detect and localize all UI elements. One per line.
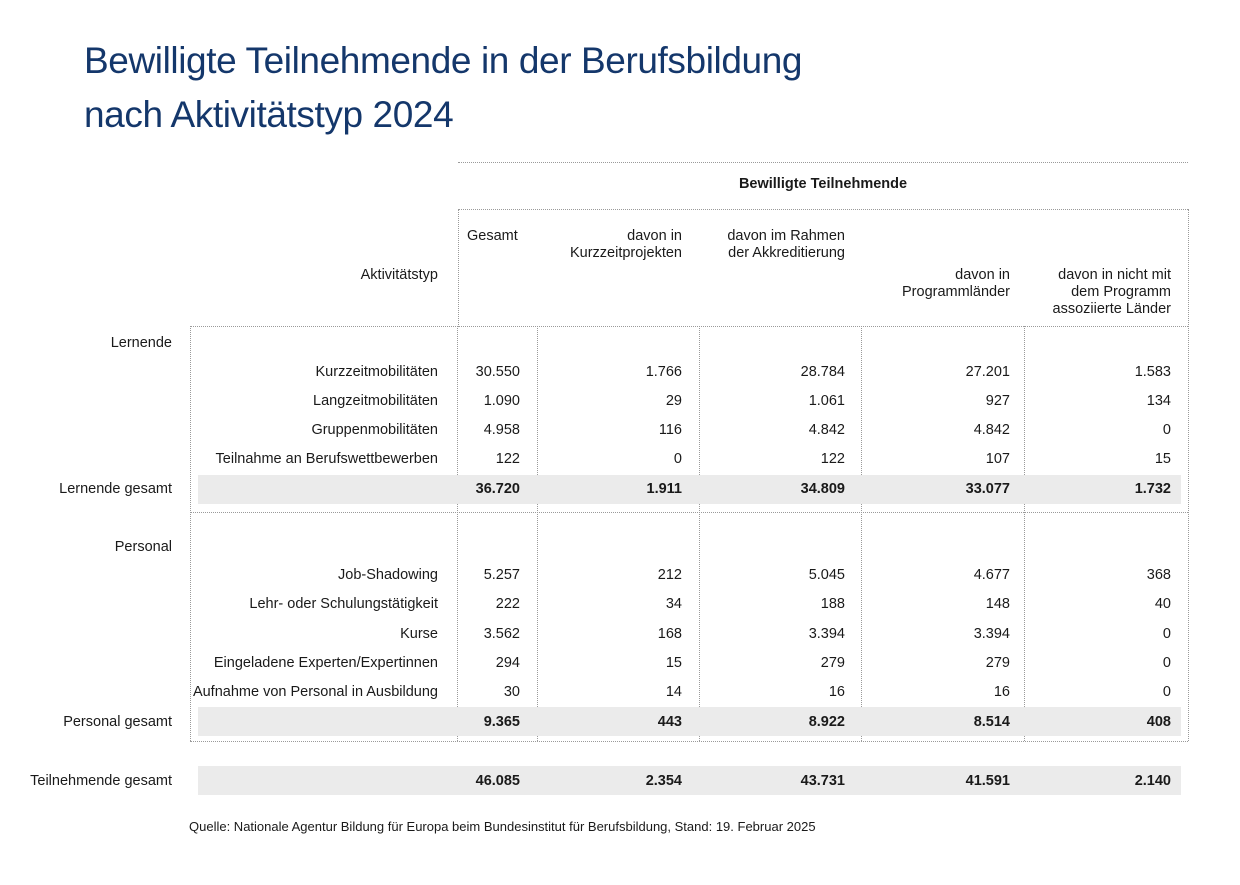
row-label: Lehr- oder Schulungstätigkeit (249, 596, 438, 612)
section-lernende-top-rule (190, 326, 1188, 327)
cell-kurzzeit: 0 (673, 451, 682, 467)
row-label: Teilnehmende gesamt (30, 773, 172, 789)
col-header-gesamt: Gesamt (467, 228, 518, 244)
cell-kurzzeit: 2.354 (645, 773, 682, 789)
cell-nicht-assoziiert: 134 (1146, 393, 1171, 409)
col-header-programmlaender: davon in Programmländer (902, 267, 1010, 300)
cell-akkreditierung: 16 (828, 684, 845, 700)
cell-programmlaender: 148 (985, 596, 1010, 612)
cell-gesamt: 3.562 (483, 626, 520, 642)
section-right-rule (1188, 326, 1189, 741)
cell-gesamt: 4.958 (483, 422, 520, 438)
cell-kurzzeit: 116 (658, 422, 682, 438)
row-label: Teilnahme an Berufswettbewerben (215, 451, 438, 467)
cell-programmlaender: 4.842 (973, 422, 1010, 438)
cell-nicht-assoziiert: 1.583 (1134, 364, 1171, 380)
cell-kurzzeit: 168 (657, 626, 682, 642)
row-label: Aufnahme von Personal in Ausbildung (192, 684, 438, 700)
cell-akkreditierung: 5.045 (808, 567, 845, 583)
row-label: Gruppenmobilitäten (311, 422, 438, 438)
row-label: Kurzzeitmobilitäten (315, 364, 438, 380)
cell-akkreditierung: 8.922 (808, 714, 845, 730)
cell-gesamt: 30 (503, 684, 520, 700)
cell-akkreditierung: 1.061 (808, 393, 845, 409)
cell-programmlaender: 16 (993, 684, 1010, 700)
cell-akkreditierung: 122 (820, 451, 845, 467)
cell-programmlaender: 4.677 (973, 567, 1010, 583)
cell-gesamt: 1.090 (483, 393, 520, 409)
row-header-label: Aktivitätstyp (360, 267, 438, 283)
cell-nicht-assoziiert: 0 (1162, 684, 1171, 700)
cell-akkreditierung: 279 (820, 655, 845, 671)
cell-gesamt: 222 (495, 596, 520, 612)
cell-akkreditierung: 4.842 (808, 422, 845, 438)
cell-nicht-assoziiert: 408 (1146, 714, 1171, 730)
cell-akkreditierung: 188 (820, 596, 845, 612)
row-label: Eingeladene Experten/Expertinnen (213, 655, 438, 671)
cell-kurzzeit: 1.766 (645, 364, 682, 380)
cell-gesamt: 294 (495, 655, 520, 671)
cell-nicht-assoziiert: 368 (1146, 567, 1171, 583)
cell-nicht-assoziiert: 2.140 (1134, 773, 1171, 789)
col-divider-2 (537, 326, 538, 741)
cell-programmlaender: 927 (985, 393, 1010, 409)
page-title (84, 34, 802, 142)
cell-programmlaender: 33.077 (965, 481, 1010, 497)
col-divider-3 (699, 326, 700, 741)
source-note: Quelle: Nationale Agentur Bildung für Europa beim Bundesinstitut für Berufsbildung, Stand: 19. Februar 2025 (189, 819, 816, 834)
row-label: Langzeitmobilitäten (313, 393, 438, 409)
section-label-personal: Personal (114, 539, 172, 555)
cell-programmlaender: 3.394 (973, 626, 1010, 642)
section-personal-bottom-rule (190, 741, 1188, 742)
col-header-nicht-assoziiert: davon in nicht mit dem Programm assoziierte Länder (1052, 267, 1171, 317)
title-line-2: nach Aktivitätstyp 2024 (84, 94, 454, 135)
col-divider-1 (457, 326, 458, 741)
col-divider-4 (861, 326, 862, 741)
cell-kurzzeit: 14 (665, 684, 682, 700)
cell-nicht-assoziiert: 15 (1154, 451, 1171, 467)
colheader-right-rule (1188, 209, 1189, 327)
cell-gesamt: 5.257 (483, 567, 520, 583)
cell-programmlaender: 8.514 (973, 714, 1010, 730)
cell-akkreditierung: 43.731 (800, 773, 845, 789)
cell-nicht-assoziiert: 0 (1162, 626, 1171, 642)
cell-programmlaender: 107 (985, 451, 1010, 467)
cell-akkreditierung: 3.394 (808, 626, 845, 642)
cell-kurzzeit: 212 (657, 567, 682, 583)
superheader-top-rule (458, 162, 1188, 163)
cell-akkreditierung: 28.784 (800, 364, 845, 380)
cell-programmlaender: 27.201 (965, 364, 1010, 380)
super-header: Bewilligte Teilnehmende (738, 176, 908, 192)
cell-kurzzeit: 15 (665, 655, 682, 671)
cell-programmlaender: 41.591 (965, 773, 1010, 789)
cell-nicht-assoziiert: 40 (1154, 596, 1171, 612)
cell-nicht-assoziiert: 1.732 (1134, 481, 1171, 497)
row-label: Job-Shadowing (338, 567, 438, 583)
section-left-rule (190, 326, 191, 741)
cell-kurzzeit: 29 (665, 393, 682, 409)
cell-programmlaender: 279 (985, 655, 1010, 671)
cell-gesamt: 122 (495, 451, 520, 467)
cell-nicht-assoziiert: 0 (1162, 422, 1171, 438)
cell-gesamt: 30.550 (475, 364, 520, 380)
row-label: Lernende gesamt (59, 481, 172, 497)
cell-kurzzeit: 34 (665, 596, 682, 612)
section-lernende-bottom-rule (190, 512, 1188, 513)
cell-kurzzeit: 1.911 (646, 481, 682, 497)
title-line-1: Bewilligte Teilnehmende in der Berufsbildung (84, 40, 803, 81)
cell-kurzzeit: 443 (657, 714, 682, 730)
col-divider-5 (1024, 326, 1025, 741)
col-header-kurzzeitprojekte: davon in Kurzzeitprojekten (569, 228, 682, 261)
cell-gesamt: 9.365 (483, 714, 520, 730)
colheader-top-rule (458, 209, 1188, 210)
col-header-akkreditierung: davon im Rahmen der Akkreditierung (727, 228, 845, 261)
row-label: Personal gesamt (63, 714, 172, 730)
cell-akkreditierung: 34.809 (800, 481, 845, 497)
cell-gesamt: 36.720 (475, 481, 520, 497)
section-label-lernende: Lernende (110, 335, 172, 351)
row-label: Kurse (400, 626, 438, 642)
cell-nicht-assoziiert: 0 (1162, 655, 1171, 671)
cell-gesamt: 46.085 (475, 773, 520, 789)
colheader-left-rule (458, 209, 459, 327)
